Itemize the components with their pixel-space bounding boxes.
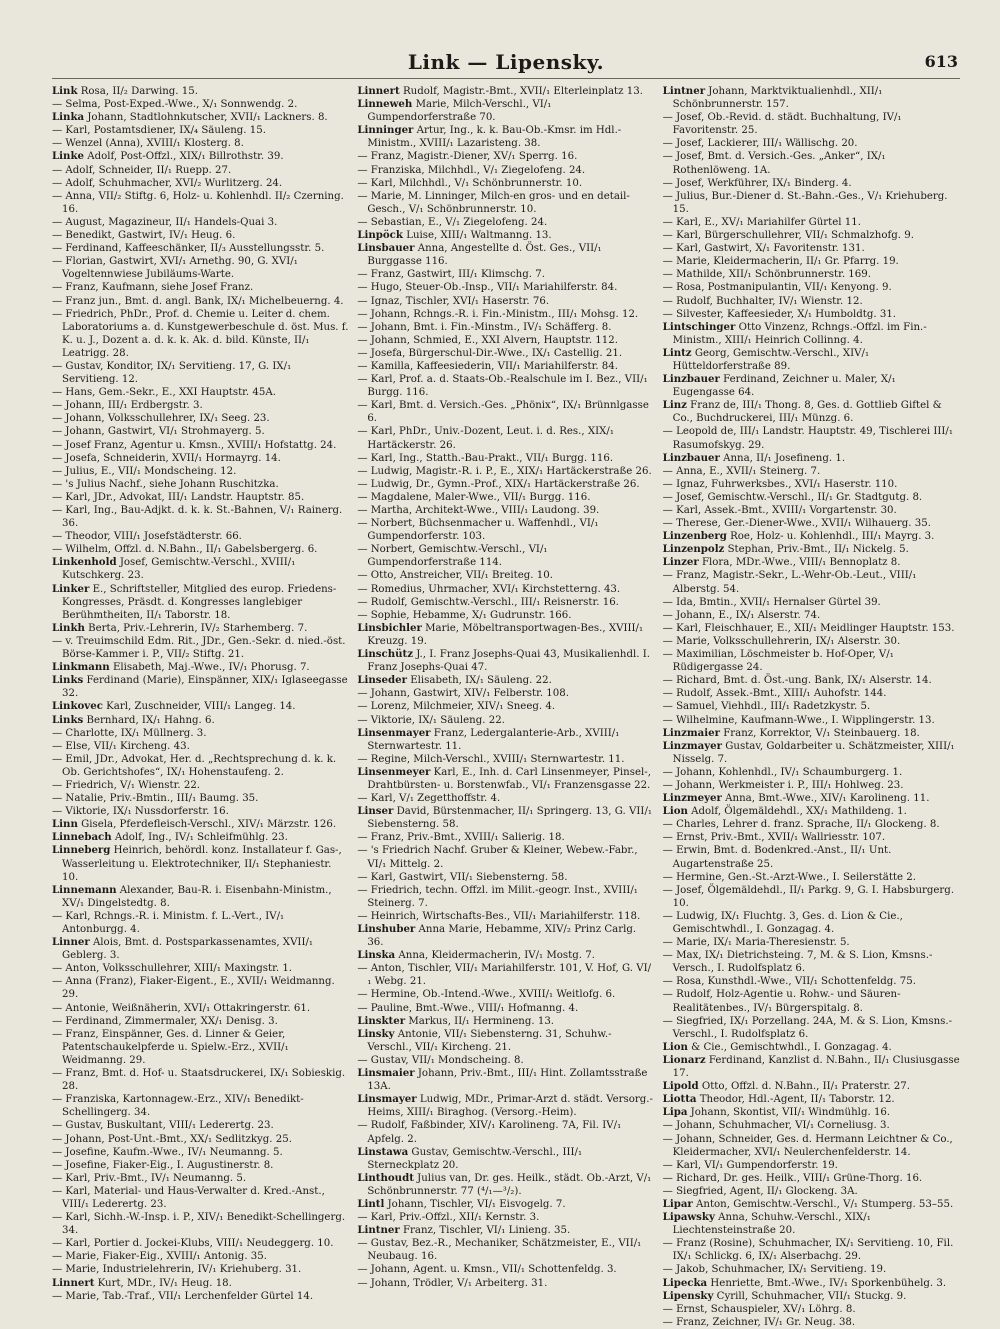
directory-entry: — Franz, Zeichner, IV/₁ Gr. Neug. 38. — [662, 1316, 856, 1328]
directory-entry: — Mathilde, XII/₁ Schönbrunnerstr. 169. — [662, 269, 871, 281]
directory-entry: Lintschinger Otto Vinzenz, Rchngs.-Offzl. im Fin.-Ministm., XIII/₁ Heinrich Collinng. 4. — [662, 320, 927, 346]
directory-entry: Lionarz Ferdinand, Kanzlist d. N.Bahn., II/₁ Clusiusgasse 17. — [662, 1053, 960, 1080]
directory-entry: — Franz jun., Bmt. d. angl. Bank, IX/₁ Michelbeuerng. 4. — [52, 295, 344, 307]
directory-entry: — Josef, Werkführer, IX/₁ Binderg. 4. — [662, 177, 852, 189]
directory-entry: — Gustav, Buskultant, VIII/₁ Lederertg. 23. — [52, 1120, 274, 1132]
directory-entry: — Johann, E., IX/₁ Alserstr. 74. — [662, 609, 821, 621]
directory-entry: Linpöck Luise, XIII/₁ Waltmanng. 13. — [357, 229, 552, 242]
directory-entry: — Johann, Schuhmacher, VI/₁ Corneliusg. 3. — [662, 1120, 890, 1132]
directory-entry: — Johann, Gastwirt, VI/₁ Strohmayerg. 5. — [52, 426, 265, 438]
directory-entry: — Siegfried, Agent, II/₁ Glockeng. 3A. — [662, 1185, 858, 1197]
directory-entry: — Hermine, Ob.-Intend.-Wwe., XVIII/₁ Weitlofg. 6. — [357, 989, 616, 1001]
directory-entry: — Lorenz, Milchmeier, XIV/₁ Sneeg. 4. — [357, 701, 556, 713]
directory-entry: — Karl, Rchngs.-R. i. Ministm. f. L.-Vert., IV/₁ Antonburgg. 4. — [52, 910, 285, 935]
directory-entry: Linninger Artur, Ing., k. k. Bau-Ob.-Kmsr. im Hdl.-Ministm., XVIII/₁ Lazaristeng. 38. — [357, 124, 622, 150]
directory-entry: — Romedius, Uhrmacher, XVI/₁ Kirchstetterng. 43. — [357, 583, 621, 595]
directory-entry: — Leopold de, III/₁ Landstr. Hauptstr. 49, Tischlerei III/₁ Rasumofskyg. 29. — [662, 426, 953, 451]
directory-entry: — Siegfried, IX/₁ Porzellang. 24A, M. & S. Lion, Kmsns.-Verschl., I. Rudolfsplatz 6. — [662, 1015, 953, 1040]
directory-entry: — Marie, M. Linninger, Milch-en gros- und en detail-Gesch., V/₁ Schönbrunnerstr. 10. — [357, 190, 630, 215]
directory-entry: — Hermine, Gen.-St.-Arzt-Wwe., I. Seilerstätte 2. — [662, 871, 917, 883]
directory-entry: — Magdalene, Maler-Wwe., VII/₁ Burgg. 116. — [357, 491, 591, 503]
directory-entry: — 's Julius Nachf., siehe Johann Ruschitzka. — [52, 478, 279, 490]
directory-entry: Linka Johann, Stadtlohnkutscher, XVII/₁ Lackners. 8. — [52, 111, 328, 124]
directory-entry: — Karl, Bmt. d. Versich.-Ges. „Phönix“, IX/₁ Brünnlgasse 6. — [357, 400, 649, 425]
directory-entry: Linshuber Anna Marie, Hebamme, XIV/₂ Prinz Carlg. 36. — [357, 923, 637, 949]
directory-entry: — Johann, Trödler, V/₁ Arbeiterg. 31. — [357, 1277, 548, 1289]
directory-entry: Lipold Otto, Offzl. d. N.Bahn., II/₁ Praterstr. 27. — [662, 1080, 910, 1093]
directory-entry: — Josefine, Kaufm.-Wwe., IV/₁ Neumanng. 5. — [52, 1146, 283, 1158]
directory-entry: Linstawa Gustav, Gemischtw.-Verschl., III/₁ Sterneckplatz 20. — [357, 1145, 583, 1171]
directory-entry: — Friedrich, techn. Offzl. im Milit.-geogr. Inst., XVIII/₁ Steinerg. 7. — [357, 884, 638, 909]
directory-entry: — Norbert, Gemischtw.-Verschl., VI/₁ Gumpendorferstraße 114. — [357, 544, 548, 569]
directory-entry: — Friedrich, V/₁ Wienstr. 22. — [52, 779, 201, 791]
directory-entry: — Karl, Gastwirt, X/₁ Favoritenstr. 131. — [662, 243, 865, 255]
directory-entry: — Sophie, Hebamme, X/₁ Gudrunstr. 166. — [357, 609, 572, 621]
directory-entry: — Ludwig, IX/₁ Fluchtg. 3, Ges. d. Lion & Cie., Gemischtwhdl., I. Gonzagag. 4. — [662, 910, 903, 935]
directory-entry: Lintl Johann, Tischler, VI/₁ Eisvogelg. 7. — [357, 1197, 566, 1210]
directory-entry: — Viktorie, IX/₁ Nussdorferstr. 16. — [52, 806, 229, 818]
directory-entry: — Johann, Agent. u. Kmsn., VII/₁ Schottenfeldg. 3. — [357, 1264, 617, 1276]
directory-entry: — Johann, Gastwirt, XIV/₁ Felberstr. 108. — [357, 688, 569, 700]
directory-entry: — Rudolf, Holz-Agentie u. Rohw.- und Säuren-Realitätenbes., IV/₁ Bürgerspitalg. 8. — [662, 989, 901, 1014]
directory-entry: — Karl, Fleischhauer, E., XII/₁ Meidlinger Hauptstr. 153. — [662, 622, 955, 634]
directory-entry: Linsenmayer Franz, Ledergalanterie-Arb., XVIII/₁ Sternwartestr. 11. — [357, 726, 620, 752]
directory-entry: — Marie, Volksschullehrerin, IX/₁ Alserstr. 30. — [662, 635, 901, 647]
directory-entry: Linska Anna, Kleidermacherin, IV/₁ Mostg. 7. — [357, 949, 595, 962]
directory-entry: — Anna, VII/₂ Stiftg. 6, Holz- u. Kohlenhdl. II/₂ Czerning. 16. — [52, 190, 344, 215]
directory-entry: — Florian, Gastwirt, XVI/₁ Arnethg. 90, G. XVI/₁ Vogeltennwiese Jubiläums-Warte. — [52, 256, 298, 281]
directory-entry: — Franziska, Kartonnagew.-Erz., XIV/₁ Benedikt-Schellingerg. 34. — [52, 1094, 304, 1119]
directory-entry: — Marie, Kleidermacherin, II/₁ Gr. Pfarrg. 19. — [662, 256, 899, 268]
directory-entry: — Else, VII/₁ Kircheng. 43. — [52, 740, 190, 752]
directory-entry: — Karl, Bürgerschullehrer, VII/₁ Schmalzhofg. 9. — [662, 230, 914, 242]
directory-entry: — Charles, Lehrer d. franz. Sprache, II/₁ Glockeng. 8. — [662, 819, 940, 831]
running-head: Link — Lipensky. — [407, 50, 605, 74]
directory-entry: — Karl, Gastwirt, VII/₁ Siebensterng. 58. — [357, 871, 568, 883]
directory-entry: Lipecka Henriette, Bmt.-Wwe., IV/₁ Sporkenbühelg. 3. — [662, 1276, 947, 1289]
directory-entry: Lipar Anton, Gemischtw.-Verschl., V/₁ Stumperg. 53–55. — [662, 1197, 954, 1210]
directory-entry: Links Bernhard, IX/₁ Hahng. 6. — [52, 713, 215, 726]
directory-entry: Linzenberg Roe, Holz- u. Kohlenhdl., III/₁ Mayrg. 3. — [662, 530, 935, 543]
directory-entry: — Johann, Rchngs.-R. i. Fin.-Ministm., III/₁ Mohsg. 12. — [357, 308, 639, 320]
directory-entry: — Josef Franz, Agentur u. Kmsn., XVIII/₁ Hofstattg. 24. — [52, 439, 337, 451]
directory-entry: — Franz, Einspänner, Ges. d. Linner & Geier, Patentschaukelpferde u. Spielw.-Erz., XVII/₁ Weidmanng. 29. — [52, 1028, 289, 1066]
directory-entry: — August, Magazineur, II/₁ Handels-Quai 3. — [52, 216, 278, 228]
directory-entry: — Rosa, Kunsthdl.-Wwe., VII/₁ Schottenfeldg. 75. — [662, 976, 916, 988]
directory-entry: — Rudolf, Gemischtw.-Verschl., III/₁ Reisnerstr. 16. — [357, 596, 619, 608]
directory-entry: — Karl, VI/₁ Gumpendorferstr. 19. — [662, 1159, 838, 1171]
directory-entry: Linker E., Schriftsteller, Mitglied des europ. Friedens-Kongresses, Präsdt. d. Kongresses langlebiger Berühmtheiten, II/₁ Taborstr. 18. — [52, 582, 337, 621]
directory-entry: — Ludwig, Magistr.-R. i. P., E., XIX/₁ Hartäckerstraße 26. — [357, 465, 652, 477]
directory-entry: — Jakob, Schuhmacher, IX/₁ Servitieng. 19. — [662, 1264, 887, 1276]
directory-entry: Linseder Elisabeth, IX/₁ Säuleng. 22. — [357, 674, 552, 687]
directory-entry: — Karl, Milchhdl., V/₁ Schönbrunnerstr. 10. — [357, 177, 583, 189]
directory-entry: — Ida, Bmtin., XVII/₁ Hernalser Gürtel 39. — [662, 596, 881, 608]
directory-entry: — Benedikt, Gastwirt, IV/₁ Heug. 6. — [52, 230, 236, 242]
directory-entry: — Karl, Portier d. Jockei-Klubs, VIII/₁ Neudeggerg. 10. — [52, 1238, 334, 1250]
directory-entry: — Samuel, Viehhdl., III/₁ Radetzkystr. 5. — [662, 701, 871, 713]
directory-entry: — Marie, Tab.-Traf., VII/₁ Lerchenfelder Gürtel 14. — [52, 1290, 314, 1302]
directory-entry: Linzmeyer Anna, Bmt.-Wwe., XIV/₁ Karolineng. 11. — [662, 792, 930, 805]
directory-entry: Link Rosa, II/₂ Darwing. 15. — [52, 85, 198, 97]
directory-entry: — Josefa, Schneiderin, XVII/₁ Hormayrg. 14. — [52, 452, 281, 464]
directory-entry: — Johann, Werkmeister i. P., III/₁ Hohlweg. 23. — [662, 779, 904, 791]
directory-entry: — Marie, Fiaker-Eig., XVIII/₁ Antonig. 35. — [52, 1251, 268, 1263]
directory-entry: — Therese, Ger.-Diener-Wwe., XVII/₁ Wilhauerg. 35. — [662, 518, 931, 530]
directory-entry: Linsmayer Ludwig, MDr., Primar-Arzt d. städt. Versorg.-Heims, XIII/₁ Biraghog. (Versorg.-Heim). — [357, 1093, 653, 1119]
directory-entry: — Karl, PhDr., Univ.-Dozent, Leut. i. d. Res., XIX/₁ Hartäckerstr. 26. — [357, 426, 614, 451]
directory-entry: — Karl, Assek.-Bmt., XVIII/₁ Vorgartenstr. 30. — [662, 505, 897, 516]
directory-entry: — Rudolf, Faßbinder, XIV/₁ Karolineng. 7A, Fil. IV/₁ Apfelg. 2. — [357, 1120, 622, 1145]
directory-entry: — Adolf, Schneider, II/₁ Ruepp. 27. — [52, 164, 232, 176]
directory-entry: — Josef, Ölgemäldehdl., II/₁ Parkg. 9, G. I. Habsburgerg. 10. — [662, 884, 955, 909]
directory-entry: Linner Alois, Bmt. d. Postsparkassenamtes, XVII/₁ Geblerg. 3. — [52, 936, 313, 962]
directory-entry: — Ferdinand, Zimmermaler, XX/₁ Denisg. 3. — [52, 1015, 278, 1027]
directory-entry: — Martha, Architekt-Wwe., VIII/₁ Laudong. 39. — [357, 505, 600, 516]
directory-entry: — Viktorie, IX/₁ Säuleng. 22. — [357, 714, 505, 726]
directory-entry: — Franz, Bmt. d. Hof- u. Staatsdruckerei, IX/₁ Sobieskig. 28. — [52, 1068, 346, 1093]
directory-entry: Linkovec Karl, Zuschneider, VIII/₁ Langeg. 14. — [52, 700, 296, 713]
directory-entry: — Karl, V/₁ Zegetthoffstr. 4. — [357, 793, 501, 805]
directory-entry: — Wilhelm, Offzl. d. N.Bahn., II/₁ Gabelsbergerg. 6. — [52, 544, 318, 556]
directory-entry: Linneberg Heinrich, behördl. konz. Installateur f. Gas-, Wasserleitung u. Elektrotechniker, II/₁ Stephaniestr. 10. — [52, 844, 342, 883]
page-number: 613 — [924, 52, 958, 71]
directory-entry: — Karl, Sichh.-W.-Insp. i. P., XIV/₁ Benedikt-Schellingerg. 34. — [52, 1212, 346, 1237]
directory-entry: Lion & Cie., Gemischtwhdl., I. Gonzagag. 4. — [662, 1040, 892, 1053]
directory-entry: — Regine, Milch-Verschl., XVIII/₁ Sternwartestr. 11. — [357, 753, 625, 765]
directory-entry: — Johann, Bmt. i. Fin.-Minstm., IV/₁ Schäfferg. 8. — [357, 321, 612, 333]
directory-entry: — Ernst, Priv.-Bmt., XVII/₁ Wallriesstr. 107. — [662, 832, 886, 844]
directory-entry: — Wenzel (Anna), XVIII/₁ Klosterg. 8. — [52, 138, 244, 150]
directory-entry: Lintz Georg, Gemischtw.-Verschl., XIV/₁ Hütteldorferstraße 89. — [662, 346, 870, 372]
directory-entry: — Erwin, Bmt. d. Bodenkred.-Anst., II/₁ Unt. Augartenstraße 25. — [662, 845, 892, 870]
directory-entry: Lintner Johann, Marktviktualienhdl., XII/₁ Schönbrunnerstr. 157. — [662, 85, 883, 111]
directory-entry: Lipensky Cyrill, Schuhmacher, VII/₁ Stuckg. 9. — [662, 1289, 907, 1302]
directory-entry: — Ignaz, Fuhrwerksbes., XVI/₁ Haserstr. 110. — [662, 478, 898, 490]
directory-entry: — Anton, Tischler, VII/₁ Mariahilferstr. 101, V. Hof, G. VI/₁ Webg. 21. — [357, 963, 652, 988]
directory-entry: — Karl, JDr., Advokat, III/₁ Landstr. Hauptstr. 85. — [52, 491, 305, 503]
directory-entry: — Julius, Bur.-Diener d. St.-Bahn.-Ges., V/₁ Kriehuberg. 15. — [662, 190, 948, 215]
directory-entry: Linthoudt Julius van, Dr. ges. Heilk., städt. Ob.-Arzt, V/₁ Schönbrunnerstr. 77 (⁴/₁—³/₂). — [357, 1171, 652, 1197]
directory-entry: — Karl, Ing., Bau-Adjkt. d. k. k. St.-Bahnen, V/₁ Rainerg. 36. — [52, 505, 343, 530]
directory-entry: — Hugo, Steuer-Ob.-Insp., VII/₁ Mariahilferstr. 84. — [357, 282, 618, 294]
directory-entry: Linzenpolz Stephan, Priv.-Bmt., II/₁ Nickelg. 5. — [662, 543, 909, 556]
directory-entry: — Hans, Gem.-Sekr., E., XXI Hauptstr. 45A. — [52, 387, 276, 399]
directory-entry: Lipawsky Anna, Schuhw.-Verschl., XIX/₁ Liechtensteinstraße 20. — [662, 1211, 871, 1237]
directory-entry: — Gustav, Bez.-R., Mechaniker, Schätzmeister, E., VII/₁ Neubaug. 16. — [357, 1238, 642, 1263]
directory-entry: — Franz, Magistr.-Sekr., L.-Wehr-Ob.-Leut., VIII/₁ Alberstg. 54. — [662, 570, 917, 595]
directory-entry: Linskter Markus, II/₁ Hermineng. 13. — [357, 1014, 555, 1027]
directory-entry: — v. Treuimschild Edm. Rit., JDr., Gen.-Sekr. d. nied.-öst. Börse-Kammer i. P., VII/₂ Stiftg. 21. — [52, 635, 346, 661]
directory-entry: — Sebastian, E., V/₁ Ziegelofeng. 24. — [357, 216, 548, 228]
directory-entry: — Johann, Schmied, E., XXI Alvern, Hauptstr. 112. — [357, 334, 618, 346]
directory-entry: — Josefine, Fiaker-Eig., I. Augustinerstr. 8. — [52, 1159, 274, 1171]
directory-entry: — Marie, IX/₁ Maria-Theresienstr. 5. — [662, 937, 850, 949]
directory-entry: Linnemann Alexander, Bau-R. i. Eisenbahn-Ministm., XV/₁ Dingelstedtg. 8. — [52, 883, 332, 909]
column-middle — [357, 85, 654, 1295]
directory-entry: — Josef, Bmt. d. Versich.-Ges. „Anker“, IX/₁ Rothenlöweng. 1A. — [662, 151, 886, 176]
directory-entry: Linzmaier Franz, Korrektor, V/₁ Steinbauerg. 18. — [662, 726, 920, 739]
directory-entry: Linzbauer Ferdinand, Zeichner u. Maler, X/₁ Eugengasse 64. — [662, 373, 896, 399]
directory-entry: Linkenhold Josef, Gemischtw.-Verschl., XVIII/₁ Kutschkerg. 23. — [52, 556, 296, 582]
directory-entry: — 's Friedrich Nachf. Gruber & Kleiner, Webew.-Fabr., VI/₁ Mittelg. 2. — [357, 845, 638, 870]
directory-entry: — Anton, Volksschullehrer, XIII/₁ Maxingstr. 1. — [52, 963, 293, 975]
directory-entry: — Kamilla, Kaffeesiederin, VII/₁ Mariahilferstr. 84. — [357, 360, 618, 372]
directory-entry: Linsmaier Johann, Priv.-Bmt., III/₁ Hint. Zollamtsstraße 13A. — [357, 1067, 648, 1093]
directory-entry: — Johann, Post-Unt.-Bmt., XX/₁ Sedlitzkyg. 25. — [52, 1133, 292, 1145]
directory-entry: Linzmayer Gustav, Goldarbeiter u. Schätzmeister, XIII/₁ Nisselg. 7. — [662, 739, 955, 765]
directory-entry: — Josef, Lackierer, III/₁ Wällischg. 20. — [662, 138, 858, 150]
directory-entry: — Karl, Prof. a. d. Staats-Ob.-Realschule im I. Bez., VII/₁ Burgg. 116. — [357, 374, 648, 399]
directory-entry: Linzer Flora, MDr.-Wwe., VIII/₁ Bennoplatz 8. — [662, 556, 901, 569]
directory-entry: — Karl, Priv.-Bmt., IV/₁ Neumanng. 5. — [52, 1172, 247, 1184]
directory-entry: — Natalie, Priv.-Bmtin., III/₁ Baumg. 35. — [52, 793, 259, 805]
directory-entry: Lion Adolf, Ölgemäldehdl., XX/₁ Mathildeng. 1. — [662, 805, 907, 818]
directory-entry: — Gustav, Konditor, IX/₁ Servitieng. 17, G. IX/₁ Servitieng. 12. — [52, 360, 292, 386]
directory-entry: Linke Adolf, Post-Offzl., XIX/₁ Billrothstr. 39. — [52, 150, 284, 163]
directory-entry: — Karl, Ing., Statth.-Bau-Prakt., VII/₁ Burgg. 116. — [357, 452, 614, 464]
directory-entry: — Marie, Industrielehrerin, IV/₁ Kriehuberg. 31. — [52, 1264, 302, 1276]
directory-entry: — Johann, Schneider, Ges. d. Hermann Leichtner & Co., Kleidermacher, XVI/₁ Neulerchenfelderstr. 14. — [662, 1133, 953, 1158]
directory-entry: — Ludwig, Dr., Gymn.-Prof., XIX/₁ Hartäckerstraße 26. — [357, 478, 640, 490]
directory-entry: — Richard, Dr. ges. Heilk., VIII/₁ Grüne-Thorg. 16. — [662, 1172, 923, 1184]
directory-entry: — Charlotte, IX/₁ Müllnerg. 3. — [52, 727, 207, 739]
directory-entry: — Karl, Postamtsdiener, IX/₄ Säuleng. 15. — [52, 125, 266, 137]
directory-entry: — Franz, Gastwirt, III/₁ Klimschg. 7. — [357, 269, 545, 281]
column-right — [662, 85, 960, 1328]
directory-entry: — Franz, Magistr.-Diener, XV/₁ Sperrg. 16. — [357, 151, 578, 163]
directory-entry: Linsbauer Anna, Angestellte d. Öst. Ges., VII/₁ Burggasse 116. — [357, 242, 602, 268]
directory-entry: Links Ferdinand (Marie), Einspänner, XIX/₁ Iglaseegasse 32. — [52, 674, 348, 700]
directory-entry: Linnebach Adolf, Ing., IV/₁ Schleifmühlg. 23. — [52, 831, 288, 844]
directory-entry: — Karl, Material- und Haus-Verwalter d. Kred.-Anst., VIII/₁ Lederertg. 23. — [52, 1185, 325, 1210]
directory-entry: — Gustav, VII/₁ Mondscheing. 8. — [357, 1054, 524, 1066]
directory-entry: — Johann, Volksschullehrer, IX/₁ Seeg. 23. — [52, 413, 270, 425]
directory-entry: — Pauline, Bmt.-Wwe., VIII/₁ Hofmanng. 4. — [357, 1002, 579, 1014]
directory-entry: Linneweh Marie, Milch-Verschl., VI/₁ Gumpendorferstraße 70. — [357, 98, 552, 124]
directory-entry: — Otto, Anstreicher, VII/₁ Breiteg. 10. — [357, 570, 553, 582]
directory-entry: — Max, IX/₁ Dietrichsteing. 7, M. & S. Lion, Kmsns.-Versch., I. Rudolfsplatz 6. — [662, 950, 933, 975]
directory-entry: Linkmann Elisabeth, Maj.-Wwe., IV/₁ Phorusg. 7. — [52, 661, 310, 674]
directory-entry: — Josef, Gemischtw.-Verschl., II/₁ Gr. Stadtgutg. 8. — [662, 491, 923, 503]
directory-entry: Linschütz J., I. Franz Josephs-Quai 43, Musikalienhdl. I. Franz Josephs-Quai 47. — [357, 648, 651, 674]
directory-entry: Linn Gisela, Pferdefleisch-Verschl., XIV/₁ Märzstr. 126. — [52, 818, 337, 831]
directory-entry: Linnert Kurt, MDr., IV/₁ Heug. 18. — [52, 1276, 232, 1289]
directory-entry: — Franz, Priv.-Bmt., XVIII/₁ Salierig. 18. — [357, 832, 565, 844]
directory-entry: — Ernst, Schauspieler, XV/₁ Löhrg. 8. — [662, 1303, 856, 1315]
directory-entry: — Richard, Bmt. d. Öst.-ung. Bank, IX/₁ Alserstr. 14. — [662, 675, 932, 687]
directory-entry: — Franziska, Milchhdl., V/₁ Ziegelofeng. 24. — [357, 164, 586, 176]
directory-entry: — Emil, JDr., Advokat, Her. d. „Rechtsprechung d. k. k. Ob. Gerichtshofes“, IX/₁ Hohenstaufeng. 2. — [52, 753, 337, 778]
directory-entry: — Franz, Kaufmann, siehe Josef Franz. — [52, 282, 254, 294]
directory-entry: — Rosa, Postmanipulantin, VII/₁ Kenyong. 9. — [662, 282, 892, 294]
directory-entry: Lipa Johann, Skontist, VII/₁ Windmühlg. 16. — [662, 1106, 891, 1119]
directory-entry: Linnert Rudolf, Magistr.-Bmt., XVII/₁ Elterleinplatz 13. — [357, 85, 643, 97]
directory-entry: — Silvester, Kaffeesieder, X/₁ Humboldtg. 31. — [662, 308, 897, 320]
directory-entry: — Karl, E., XV/₁ Mariahilfer Gürtel 11. — [662, 216, 861, 228]
directory-entry: — Theodor, VIII/₁ Josefstädterstr. 66. — [52, 531, 242, 543]
directory-entry: — Johann, Kohlenhdl., IV/₁ Schaumburgerg. 1. — [662, 766, 903, 778]
directory-entry: — Karl, Priv.-Offzl., XII/₁ Kernstr. 3. — [357, 1212, 540, 1224]
directory-entry: — Anna (Franz), Fiaker-Eigent., E., XVII/₁ Weidmanng. 29. — [52, 976, 335, 1001]
directory-entry: — Johann, III/₁ Erdbergstr. 3. — [52, 400, 203, 412]
directory-entry: — Josef, Ob.-Revid. d. städt. Buchhaltung, IV/₁ Favoritenstr. 25. — [662, 112, 902, 137]
directory-entry: Linkh Berta, Priv.-Lehrerin, IV/₂ Starhemberg. 7. — [52, 621, 308, 634]
directory-entry: — Adolf, Schuhmacher, XVI/₂ Wurlitzerg. 24. — [52, 177, 283, 189]
directory-entry: Linsbichler Marie, Möbeltransportwagen-Bes., XVIII/₁ Kreuzg. 19. — [357, 621, 644, 647]
directory-entry: — Anna, E., XVII/₁ Steinerg. 7. — [662, 465, 821, 477]
directory-entry: — Ferdinand, Kaffeeschänker, II/₃ Ausstellungsstr. 5. — [52, 243, 325, 255]
directory-entry: Linsky Antonie, VII/₁ Siebensterng. 31, Schuhw.-Verschl., VII/₁ Kircheng. 21. — [357, 1027, 612, 1053]
directory-entry: Linser David, Bürstenmacher, II/₁ Springerg. 13, G. VII/₁ Siebensterng. 58. — [357, 805, 652, 831]
directory-entry: — Norbert, Büchsenmacher u. Waffenhdl., VI/₁ Gumpendorferstr. 103. — [357, 518, 599, 543]
directory-entry: — Wilhelmine, Kaufmann-Wwe., I. Wipplingerstr. 13. — [662, 714, 935, 726]
directory-entry: — Franz (Rosine), Schuhmacher, IX/₁ Servitieng. 10, Fil. IX/₁ Schlickg. 6, IX/₁ Alserbachg. 29. — [662, 1238, 954, 1263]
entry-columns — [52, 85, 960, 1328]
directory-entry: — Heinrich, Wirtschafts-Bes., VII/₁ Mariahilferstr. 118. — [357, 910, 641, 922]
directory-entry: Linsenmeyer Karl, E., Inh. d. Carl Linsenmeyer, Pinsel-, Drahtbürsten- u. Borstenwfab., VI/₁ Franzensgasse 22. — [357, 765, 651, 791]
directory-entry: Liotta Theodor, Hdl.-Agent, II/₁ Taborstr. 12. — [662, 1093, 895, 1106]
directory-entry: — Selma, Post-Exped.-Wwe., X/₁ Sonnwendg. 2. — [52, 99, 298, 111]
directory-entry: — Maximilian, Löschmeister b. Hof-Oper, V/₁ Rüdigergasse 24. — [662, 649, 894, 674]
directory-entry: — Antonie, Weißnäherin, XVI/₁ Ottakringerstr. 61. — [52, 1002, 311, 1014]
directory-entry: Linz Franz de, III/₁ Thong. 8, Ges. d. Gottlieb Giftel & Co., Buchdruckerei, III/₁ Münzg. 6. — [662, 399, 942, 425]
directory-entry: Linzbauer Anna, II/₁ Josefineng. 1. — [662, 451, 846, 464]
page-header — [52, 46, 960, 79]
column-left — [52, 85, 349, 1302]
directory-entry: — Ignaz, Tischler, XVI/₁ Haserstr. 76. — [357, 295, 550, 307]
directory-entry: — Rudolf, Assek.-Bmt., XIII/₁ Auhofstr. 144. — [662, 688, 887, 700]
directory-entry: — Rudolf, Buchhalter, IV/₁ Wienstr. 12. — [662, 295, 863, 307]
directory-entry: — Josefa, Bürgerschul-Dir.-Wwe., IX/₁ Castellig. 21. — [357, 347, 623, 359]
directory-entry: — Julius, E., VII/₁ Mondscheing. 12. — [52, 465, 237, 477]
directory-entry: — Friedrich, PhDr., Prof. d. Chemie u. Leiter d. chem. Laboratoriums a. d. Kunstgewerbeschule d. öst. Mus. f. K. u. J., Dozent a. d. k. k. Ak. d. bild. Künste, II/₁ Leatrigg. 28. — [52, 308, 349, 359]
directory-entry: Lintner Franz, Tischler, VI/₁ Linieng. 35. — [357, 1224, 571, 1237]
